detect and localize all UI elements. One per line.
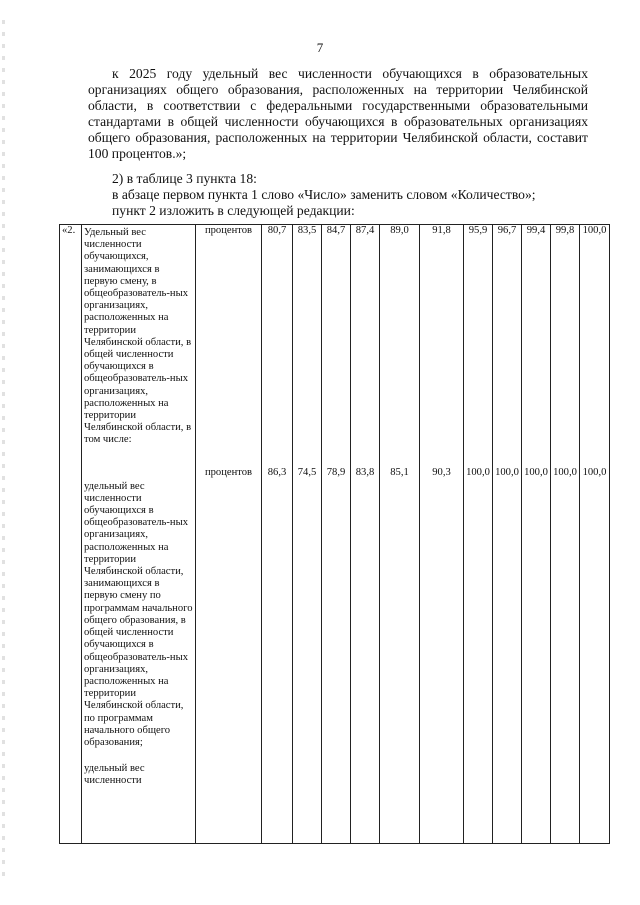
value-cell-4 <box>351 225 380 844</box>
value-cell-11 <box>580 225 610 844</box>
value-r2: 90,3 <box>432 467 451 479</box>
value-r1: 100,0 <box>582 225 607 236</box>
value-r2: 100,0 <box>553 467 577 479</box>
description-2: удельный вес численности обучающихся в общеобразователь-ных организациях, расположенных на территории Челябинской области, занимающихся в первую смену по программам начального общего образования, в общей численности обучающихся в общеобразователь-ных организациях, расположенных на территории Челябинской области, по программам начального общего образования; <box>84 480 193 748</box>
scan-edge-artifact <box>2 20 5 880</box>
intro-paragraph <box>88 66 588 162</box>
value-r1: 91,8 <box>432 225 451 236</box>
value-r1: 99,8 <box>555 225 575 236</box>
value-cell-10 <box>551 225 580 844</box>
value-r2: 83,8 <box>355 467 375 479</box>
value-cell-7 <box>464 225 493 844</box>
unit-cell <box>196 225 262 844</box>
indicator-table <box>59 224 610 844</box>
value-r2: 100,0 <box>466 467 490 479</box>
value-r2: 100,0 <box>495 467 519 479</box>
description-1: Удельный вес численности обучающихся, занимающихся в первую смену, в общеобразователь-ных организациях, расположенных на территории Челябинской области, в общей численности обучающихся в общеобразователь-ных организациях, расположенных на территории Челябинской области, в том числе: <box>84 227 192 446</box>
value-cell-3 <box>322 225 351 844</box>
table-row <box>60 225 610 844</box>
value-cell-1 <box>262 225 293 844</box>
value-cell-2 <box>293 225 322 844</box>
value-cell-8 <box>493 225 522 844</box>
value-r2: 85,1 <box>390 467 409 479</box>
intro-paragraph-text: к 2025 году удельный вес численности обучающихся в образовательных организациях общего образования, расположенных на территории Челябинской области, в соответствии с федеральными государственными образовательными стандартами в общей численности обучающихся в образовательных организациях общего образования, расположенных на территории Челябинской области, составит 100 процентов.»; <box>88 66 588 161</box>
value-r1: 95,9 <box>468 225 488 236</box>
unit-1: процентов <box>204 225 253 236</box>
value-r2: 100,0 <box>582 467 607 479</box>
value-cell-5 <box>380 225 420 844</box>
value-r2: 74,5 <box>297 467 317 479</box>
value-cell-6 <box>420 225 464 844</box>
description-3: удельный вес численности <box>84 763 145 787</box>
value-r2: 86,3 <box>267 467 287 479</box>
row-index-cell: «2. <box>60 225 82 844</box>
description-cell <box>82 225 196 844</box>
instruction-2: пункт 2 изложить в следующей редакции: <box>112 203 355 218</box>
list-item-2: 2) в таблице 3 пункта 18: <box>112 171 257 186</box>
value-r1: 87,4 <box>355 225 375 236</box>
value-cell-9 <box>522 225 551 844</box>
value-r1: 83,5 <box>297 225 317 236</box>
value-r1: 89,0 <box>390 225 409 236</box>
instruction-1: в абзаце первом пункта 1 слово «Число» заменить словом «Количество»; <box>112 187 536 202</box>
page-number: 7 <box>316 40 324 55</box>
value-r1: 99,4 <box>526 225 546 236</box>
value-r2: 78,9 <box>326 467 346 479</box>
value-r1: 84,7 <box>326 225 346 236</box>
unit-2: процентов <box>204 467 253 479</box>
value-r1: 96,7 <box>497 225 517 236</box>
value-r2: 100,0 <box>524 467 548 479</box>
value-r1: 80,7 <box>267 225 287 236</box>
